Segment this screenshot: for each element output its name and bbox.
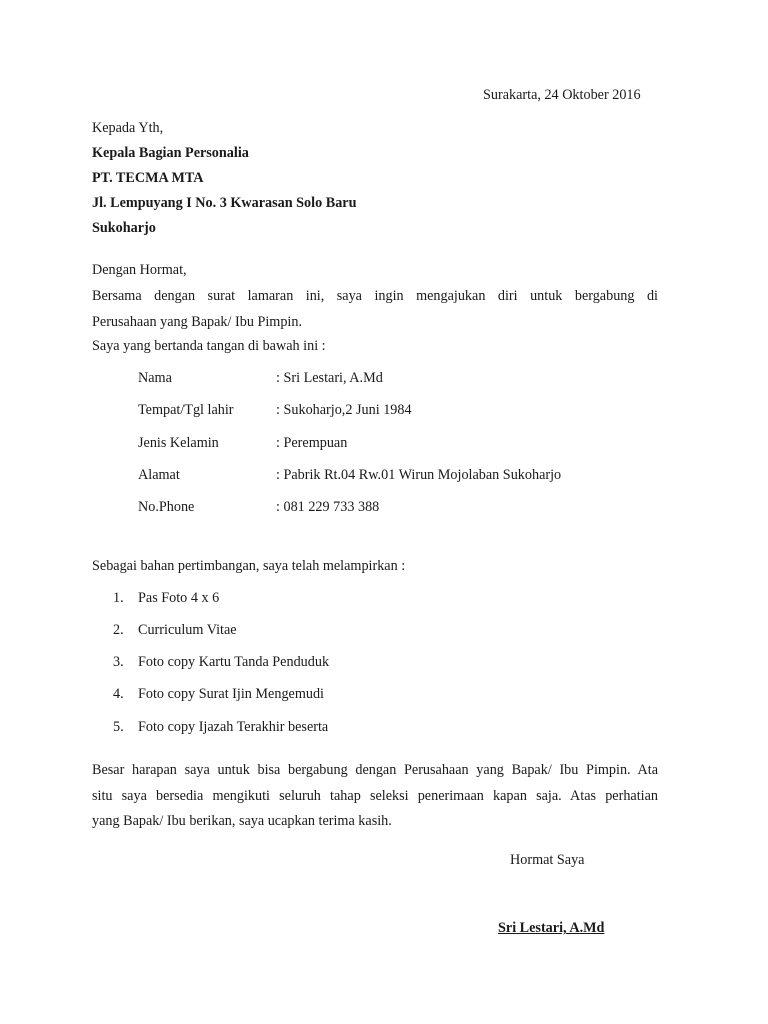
recipient-salutation: Kepada Yth,: [92, 120, 164, 136]
list-number: 3.: [113, 654, 124, 670]
list-number: 4.: [113, 686, 124, 702]
closing-line-2: situ saya bersedia mengikuti seluruh tahap seleksi penerimaan kapan saja. Atas perhatian: [92, 788, 658, 804]
list-item: Foto copy Ijazah Terakhir beserta: [138, 719, 329, 735]
field-label: Alamat: [138, 467, 180, 483]
closing-line-1: Besar harapan saya untuk bisa bergabung dengan Perusahaan yang Bapak/ Ibu Pimpin. Ata: [92, 762, 658, 778]
closing-line-3: yang Bapak/ Ibu berikan, saya ucapkan terima kasih.: [92, 813, 392, 829]
list-item: Pas Foto 4 x 6: [138, 590, 220, 606]
field-value: : Pabrik Rt.04 Rw.01 Wirun Mojolaban Sukoharjo: [276, 467, 562, 483]
field-label: No.Phone: [138, 499, 195, 515]
recipient-city: Sukoharjo: [92, 220, 156, 236]
list-item: Foto copy Surat Ijin Mengemudi: [138, 686, 324, 702]
closing-line-2-wrap: [92, 789, 658, 803]
intro-line-1: Bersama dengan surat lamaran ini, saya ingin mengajukan diri untuk bergabung di: [92, 288, 658, 304]
list-number: 5.: [113, 719, 124, 735]
undersigned-statement: Saya yang bertanda tangan di bawah ini :: [92, 338, 326, 354]
field-label: Nama: [138, 370, 172, 386]
attachments-intro: Sebagai bahan pertimbangan, saya telah melampirkan :: [92, 558, 406, 574]
field-value: : Perempuan: [276, 435, 348, 451]
field-value: : Sri Lestari, A.Md: [276, 370, 383, 386]
closing-paragraph: [92, 763, 658, 777]
field-label: Tempat/Tgl lahir: [138, 402, 234, 418]
sign-off: Hormat Saya: [510, 852, 585, 868]
list-item: Curriculum Vitae: [138, 622, 237, 638]
recipient-company: PT. TECMA MTA: [92, 170, 204, 186]
intro-line-2: Perusahaan yang Bapak/ Ibu Pimpin.: [92, 314, 303, 330]
intro-paragraph: [92, 289, 658, 303]
signature-name: Sri Lestari, A.Md: [498, 920, 605, 936]
list-number: 1.: [113, 590, 124, 606]
field-label: Jenis Kelamin: [138, 435, 219, 451]
list-item: Foto copy Kartu Tanda Penduduk: [138, 654, 330, 670]
recipient-title: Kepala Bagian Personalia: [92, 145, 249, 161]
letter-date: Surakarta, 24 Oktober 2016: [483, 87, 641, 103]
field-value: : 081 229 733 388: [276, 499, 380, 515]
recipient-address: Jl. Lempuyang I No. 3 Kwarasan Solo Baru: [92, 195, 357, 211]
list-number: 2.: [113, 622, 124, 638]
field-value: : Sukoharjo,2 Juni 1984: [276, 402, 412, 418]
greeting: Dengan Hormat,: [92, 262, 187, 278]
